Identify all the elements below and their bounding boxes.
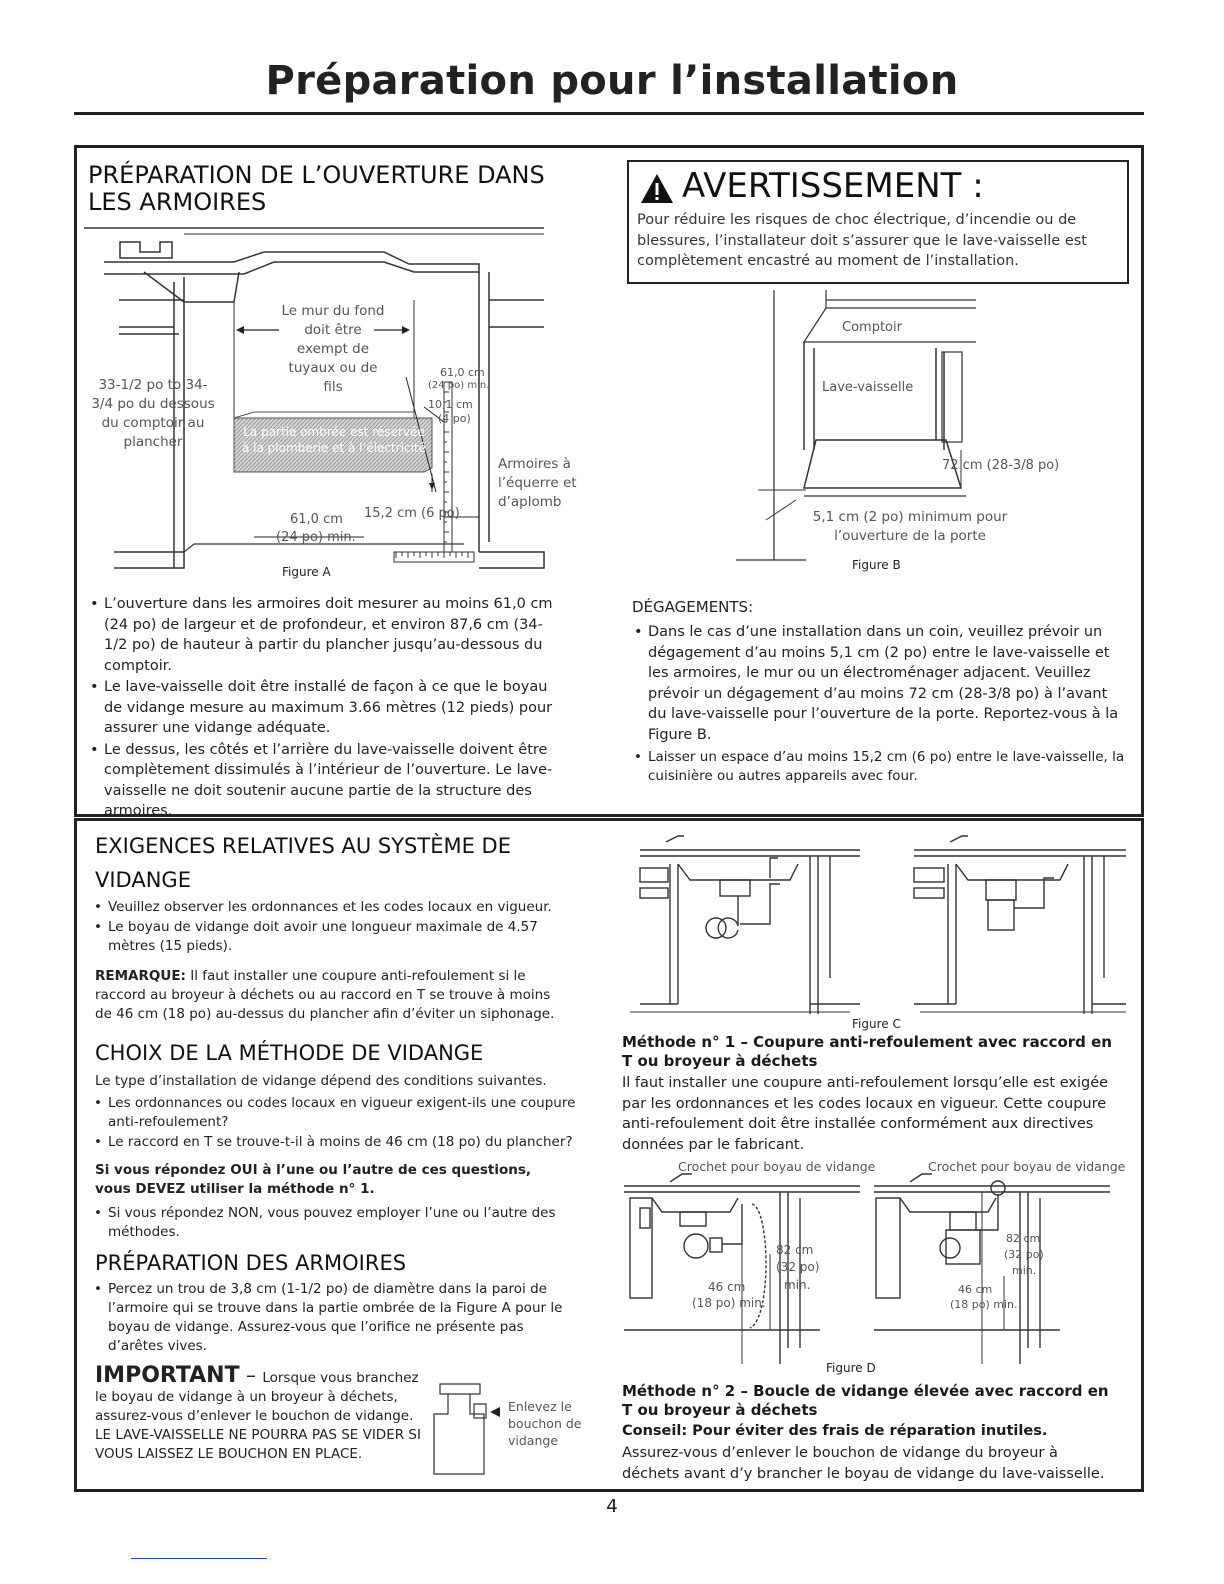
section-heading: PRÉPARATION DE L’OUVERTURE DANS LES ARMOIRES — [88, 161, 545, 216]
disposer-plug-icon — [426, 1382, 506, 1478]
section-heading: EXIGENCES RELATIVES AU SYSTÈME DE — [95, 834, 511, 858]
width-po-label: (24 po) min. — [276, 530, 356, 545]
cabinet-opening-text — [88, 594, 566, 823]
door-clearance-label: 5,1 cm (2 po) minimum pour l’ouverture de la porte — [812, 509, 1008, 544]
square-note: Armoires à l’équerre et d’aplomb — [498, 456, 577, 510]
method-2-heading: Méthode n° 2 – Boucle de vidange élevée avec raccord en T ou broyeur à déchets — [622, 1382, 1109, 1419]
method-choice-rule: Si vous répondez OUI à l’une ou l’autre de ces questions, vous DEVEZ utiliser la méthode n° 1. — [95, 1162, 532, 1197]
list-item: • Si vous répondez NON, vous pouvez employer l’une ou l’autre des méthodes. — [92, 1204, 572, 1242]
depth-po-label: (24 po) min. — [428, 380, 490, 391]
depth-cm-label: 61,0 cm — [440, 366, 485, 379]
length-po-right: (18 po) min. — [950, 1298, 1018, 1311]
list-item: • Le dessus, les côtés et l’arrière du lave-vaisselle doivent être complètement dissimulés à l’intérieur de l’ouverture. Le lave-vaisselle ne doit soutenir aucune partie de la structure des armoires. — [88, 740, 566, 822]
figure-c-caption: Figure C — [852, 1017, 901, 1031]
important-caps: LE LAVE-VAISSELLE NE POURRA PAS SE VIDER SI VOUS LAISSEZ LE BOUCHON EN PLACE. — [95, 1427, 421, 1462]
wall-note: Le mur du fond doit être exempt de tuyaux ou de fils — [281, 303, 385, 395]
list-item: • Le lave-vaisselle doit être installé de façon à ce que le boyau de vidange mesure au maximum 3.66 mètres (12 pieds) pour assurer une vidange adéquate. — [88, 677, 566, 739]
clearances-text — [632, 622, 1128, 787]
list-item: • Dans le cas d’une installation dans un coin, veuillez prévoir un dégagement d’au moins 5,1 cm (2 po) entre le lave-vaisselle et les armoires, le mur ou un électroménager adjacent. Veuillez prévoir un dégagement d’au moins 72 cm (28-3/8 po) à l’avant du lave-vaisselle pour l’ouverture de la porte. Reportez-vous à la Figure B. — [632, 622, 1128, 745]
page-number: 4 — [606, 1496, 618, 1517]
height-cm-right: 82 cm — [1006, 1232, 1041, 1245]
method-1-text: Il faut installer une coupure anti-refoulement lorsqu’elle est exigée par les ordonnances et les codes locaux en vigueur. Cette coupure anti-refoulement doit être installée conformément aux directives données par le fabricant. — [622, 1075, 1109, 1153]
figure-d-caption: Figure D — [826, 1361, 876, 1375]
tip-text: Conseil: Pour éviter des frais de réparation inutiles. — [622, 1423, 1048, 1439]
list-item: • Veuillez observer les ordonnances et les codes locaux en vigueur. — [92, 898, 562, 917]
countertop-label: Comptoir — [842, 320, 902, 335]
length-po-left: (18 po) min. — [692, 1296, 766, 1310]
important-label: IMPORTANT — [95, 1363, 240, 1388]
method-1-heading: Méthode n° 1 – Coupure anti-refoulement avec raccord en T ou broyeur à déchets — [622, 1033, 1112, 1070]
list-item: • L’ouverture dans les armoires doit mesurer au moins 61,0 cm (24 po) de largeur et de profondeur, et environ 87,6 cm (34-1/2 po) de hauteur à partir du plancher jusqu’au-dessous du comptoir. — [88, 594, 566, 676]
figure-c-diagram — [630, 828, 1130, 1014]
list-item: • Le raccord en T se trouve-t-il à moins de 46 cm (18 po) du plancher? — [92, 1133, 592, 1152]
warning-icon — [640, 172, 674, 206]
warning-text: Pour réduire les risques de choc électrique, d’incendie ou de blessures, l’installateur doit s’assurer que le lave-vaisselle est complètement encastré au moment de l’installation. — [637, 212, 1087, 269]
height-min-right: min. — [1012, 1264, 1037, 1277]
list-item: • Le boyau de vidange doit avoir une longueur maximale de 4.57 mètres (15 pieds). — [92, 918, 562, 956]
shaded-area-label: La partie ombrée est réservée à la plomberie et à l’électricité — [241, 425, 427, 455]
front-clearance-label: 72 cm (28-3/8 po) — [942, 458, 1060, 473]
section-heading: VIDANGE — [95, 868, 191, 892]
offset-cm-label: 10,1 cm — [428, 398, 473, 411]
length-cm-right: 46 cm — [958, 1283, 993, 1296]
clearances-heading: DÉGAGEMENTS: — [632, 598, 754, 616]
important-note — [95, 1363, 425, 1464]
method-2-text: Assurez-vous d’enlever le bouchon de vidange du broyeur à déchets avant d’y brancher le boyau de vidange du lave-vaisselle. — [622, 1445, 1105, 1482]
height-note: 33-1/2 po to 34-3/4 po du dessous du comptoir au plancher — [91, 377, 215, 450]
important-dash: – — [239, 1363, 263, 1387]
cabinet-prep-text — [92, 1280, 572, 1357]
remark-text: Il faut installer une coupure anti-refoulement si le raccord au broyeur à déchets ou au raccord en T se trouve à moins de 46 cm (18 po) au-dessus du plancher afin d’éviter un siphonage. — [95, 968, 555, 1022]
list-item: • Les ordonnances ou codes locaux en vigueur exigent-ils une coupure anti-refoulement? — [92, 1094, 592, 1132]
footer-link-underline — [131, 1558, 267, 1559]
method-choice-intro: Le type d’installation de vidange dépend des conditions suivantes. — [95, 1073, 547, 1089]
drain-requirements — [92, 898, 562, 957]
important-text: Lorsque vous branchez le boyau de vidange à un broyeur à déchets, assurez-vous d’enlever le bouchon de vidange. — [95, 1370, 419, 1424]
remove-plug-label: Enlevez le bouchon de vidange — [508, 1399, 582, 1448]
offset-po-label: (4 po) — [438, 412, 471, 425]
length-cm-left: 46 cm — [708, 1280, 746, 1294]
title-divider — [74, 112, 1144, 115]
height-cm-left: 82 cm — [776, 1243, 814, 1257]
remark — [95, 967, 565, 1024]
warning-title: AVERTISSEMENT : — [682, 166, 984, 206]
hook-label-left: Crochet pour boyau de vidange — [678, 1159, 876, 1174]
dishwasher-label: Lave-vaisselle — [822, 380, 914, 395]
height-min-left: min. — [784, 1278, 811, 1292]
cabinet-prep-heading: PRÉPARATION DES ARMOIRES — [95, 1251, 407, 1275]
method-choice-heading: CHOIX DE LA MÉTHODE DE VIDANGE — [95, 1041, 484, 1065]
width-cm-label: 61,0 cm — [290, 512, 343, 527]
list-item: • Laisser un espace d’au moins 15,2 cm (6 po) entre le lave-vaisselle, la cuisinière ou autres appareils avec four. — [632, 748, 1128, 786]
method-choice-questions — [92, 1094, 592, 1153]
page-title: Préparation pour l’installation — [265, 58, 959, 104]
remark-label: REMARQUE: — [95, 968, 186, 984]
figure-b-caption: Figure B — [852, 558, 901, 572]
figure-d-diagram — [620, 1168, 1130, 1364]
hook-label-right: Crochet pour boyau de vidange — [928, 1159, 1126, 1174]
side-gap-label: 15,2 cm (6 po) — [364, 506, 460, 521]
list-item: • Percez un trou de 3,8 cm (1-1/2 po) de diamètre dans la paroi de l’armoire qui se trouve dans la partie ombrée de la Figure A pour le boyau de vidange. Assurez-vous que l’orifice ne présente pas d’arêtes vives. — [92, 1280, 572, 1356]
height-po-left: (32 po) — [776, 1260, 820, 1274]
height-po-right: (32 po) — [1004, 1248, 1044, 1261]
figure-a-caption: Figure A — [282, 565, 331, 579]
method-choice-alt — [92, 1204, 572, 1243]
